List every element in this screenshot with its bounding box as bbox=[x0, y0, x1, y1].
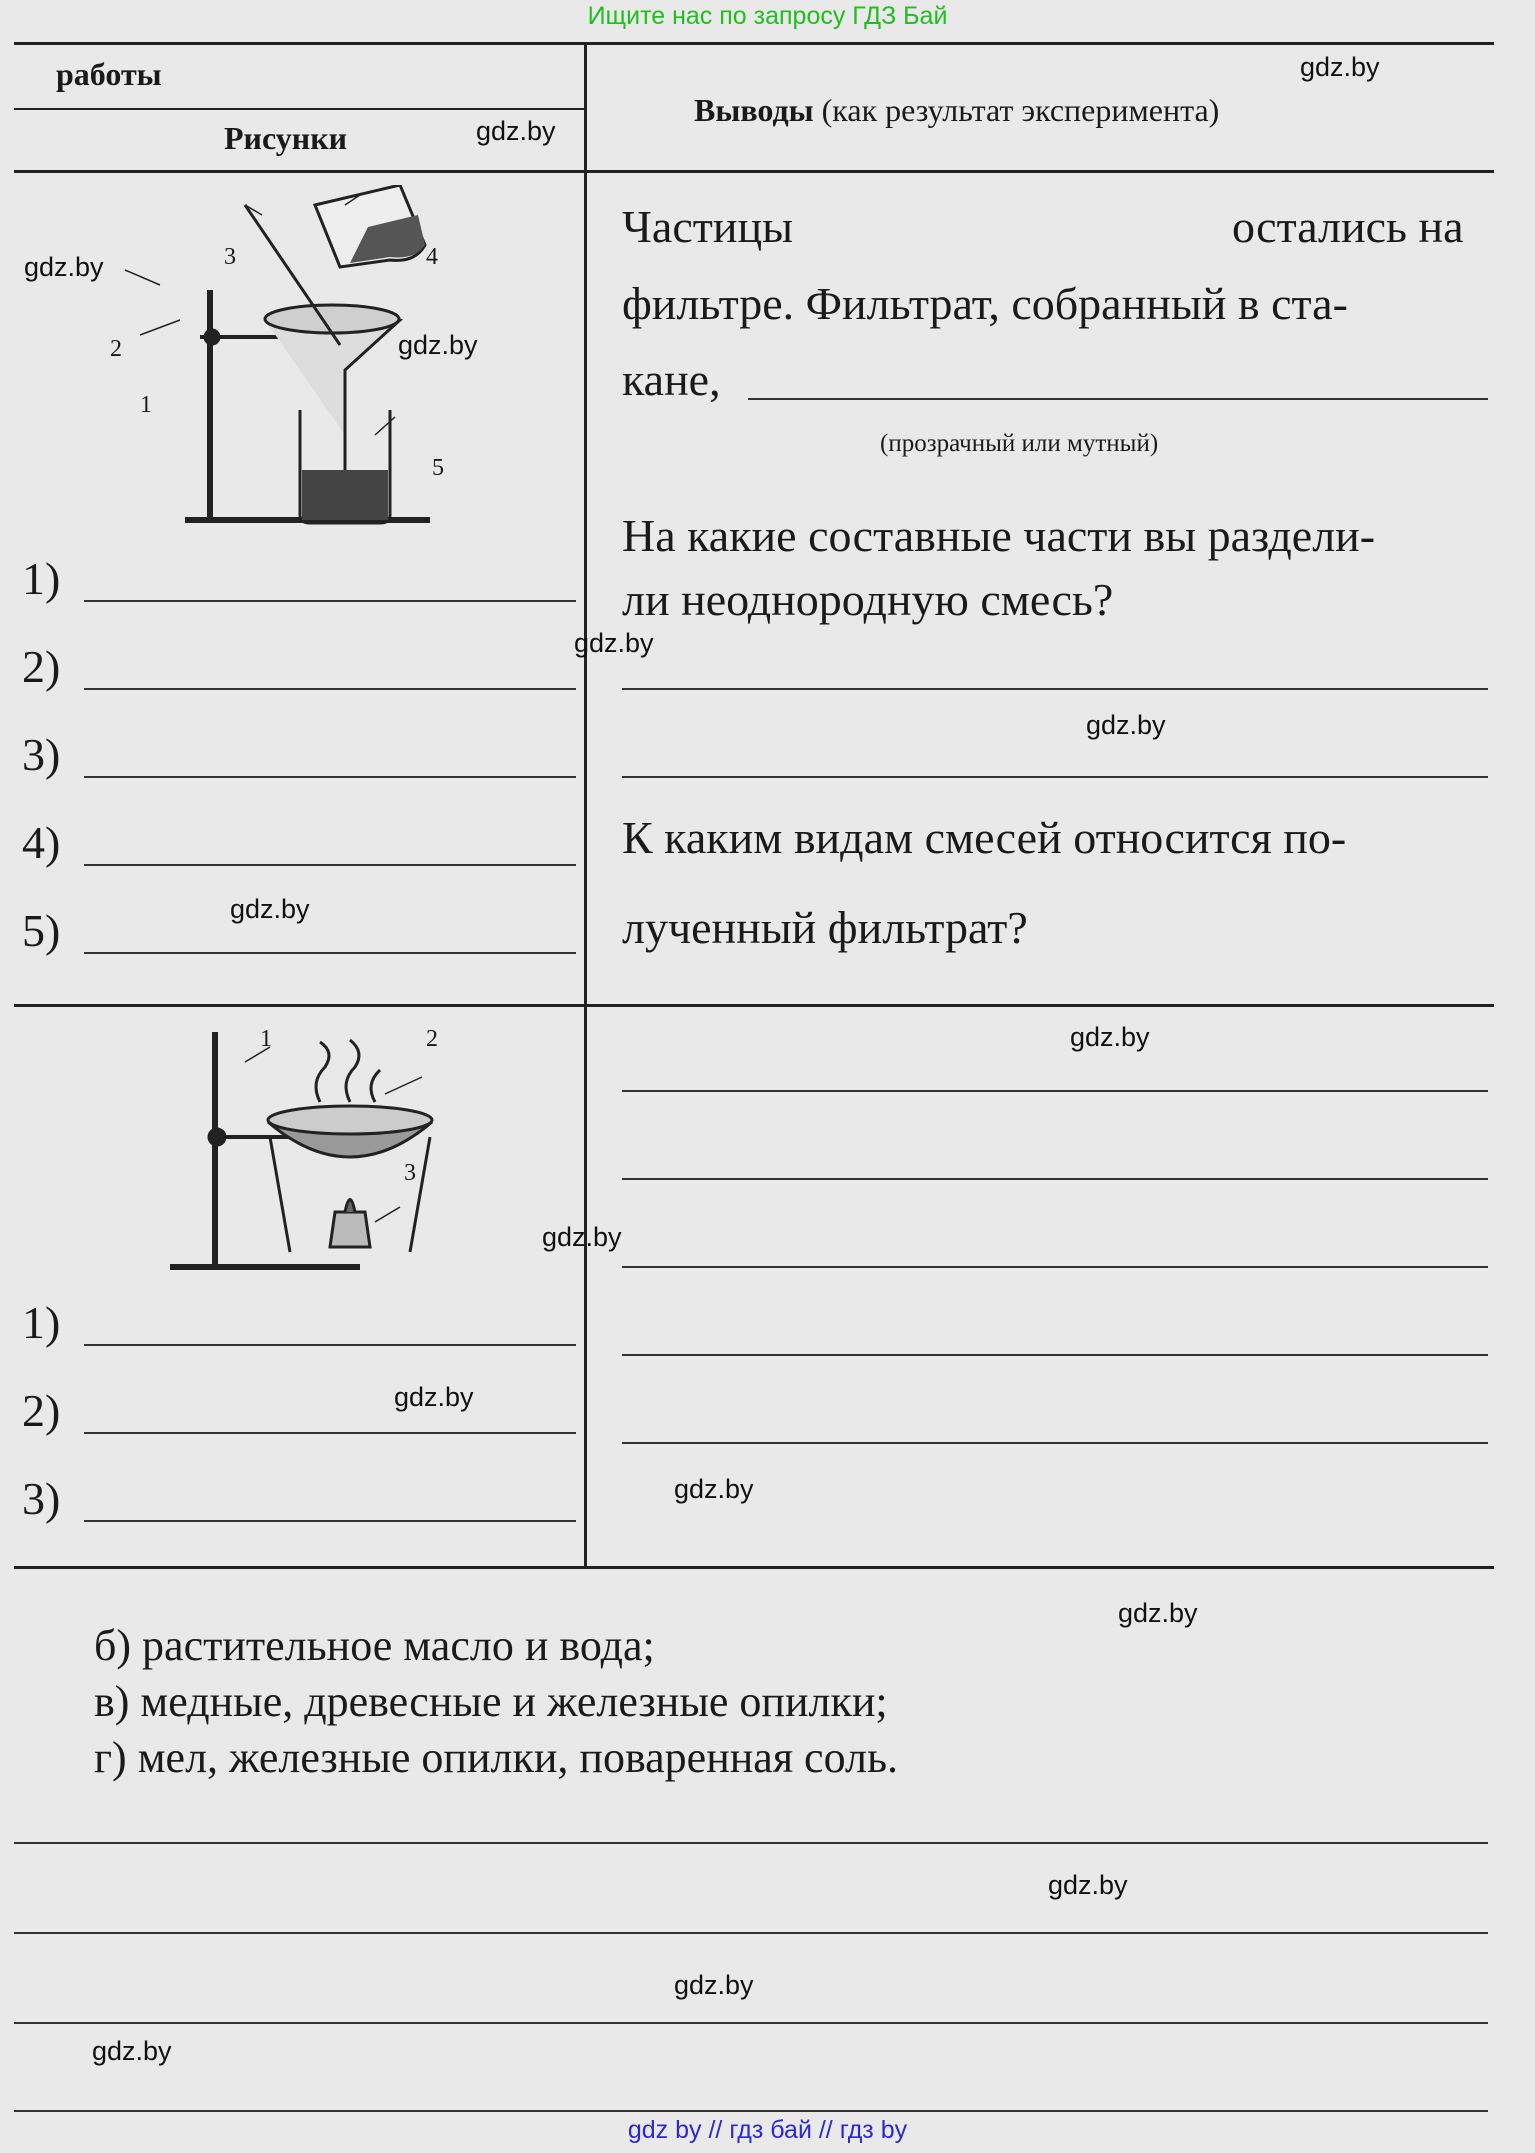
watermark-15: gdz.by bbox=[92, 2036, 172, 2066]
conclusion-remained: остались на bbox=[1232, 201, 1464, 252]
answer2-right-line-1[interactable] bbox=[622, 1090, 1488, 1092]
answer2-number-1: 1) bbox=[22, 1297, 61, 1348]
answer2-right-line-4[interactable] bbox=[622, 1354, 1488, 1356]
question-components-1: На какие составные части вы раздели- bbox=[622, 510, 1376, 561]
figure1-label-3: 3 bbox=[224, 244, 236, 270]
col1-header-work: работы bbox=[56, 56, 162, 92]
answer1-line-1[interactable] bbox=[84, 600, 576, 602]
table-column-divider bbox=[584, 42, 587, 1568]
answer1-number-3: 3) bbox=[22, 729, 61, 780]
answer-bottom-line-4[interactable] bbox=[14, 2110, 1488, 2112]
col2-header-bold: Выводы bbox=[694, 92, 814, 128]
answer-filtrate-line[interactable] bbox=[748, 398, 1488, 400]
watermark-3: gdz.by bbox=[24, 252, 104, 282]
watermark-7: gdz.by bbox=[230, 894, 310, 924]
answer-bottom-line-3[interactable] bbox=[14, 2022, 1488, 2024]
table-row-divider bbox=[14, 1004, 1494, 1007]
figure2-label-3: 3 bbox=[404, 1160, 416, 1186]
table-header-bottom bbox=[14, 170, 1494, 173]
watermark-10: gdz.by bbox=[394, 1382, 474, 1412]
answer1-line-3[interactable] bbox=[84, 776, 576, 778]
question-components-2: ли неоднородную смесь? bbox=[622, 574, 1114, 625]
conclusion-particles: Частицы bbox=[622, 201, 793, 252]
figure1-label-2: 2 bbox=[110, 336, 122, 362]
answer1-number-2: 2) bbox=[22, 641, 61, 692]
watermark-9: gdz.by bbox=[542, 1222, 622, 1252]
answer2-line-2[interactable] bbox=[84, 1432, 576, 1434]
conclusion-beaker: кане, bbox=[622, 354, 721, 405]
answer2-number-2: 2) bbox=[22, 1385, 61, 1436]
mixture-item-v: в) медные, древесные и железные опилки; bbox=[94, 1677, 888, 1726]
answer-bottom-line-2[interactable] bbox=[14, 1932, 1488, 1934]
watermark-4: gdz.by bbox=[398, 330, 478, 360]
watermark-1: gdz.by bbox=[1300, 52, 1380, 82]
figure1-label-1: 1 bbox=[140, 392, 152, 418]
watermark-6: gdz.by bbox=[1086, 710, 1166, 740]
watermark-5: gdz.by bbox=[574, 628, 654, 658]
bottom-banner[interactable]: gdz by // гдз бай // гдз by bbox=[627, 2116, 908, 2144]
watermark-12: gdz.by bbox=[1118, 1598, 1198, 1628]
answer1-number-4: 4) bbox=[22, 817, 61, 868]
col2-header bbox=[694, 92, 1219, 129]
watermark-2: gdz.by bbox=[476, 116, 556, 146]
answer1-number-5: 5) bbox=[22, 905, 61, 956]
evaporation-apparatus-figure bbox=[160, 1022, 460, 1282]
col1-header-figures: Рисунки bbox=[224, 120, 348, 156]
answer1-number-1: 1) bbox=[22, 553, 61, 604]
answer2-right-line-3[interactable] bbox=[622, 1266, 1488, 1268]
answer2-right-line-5[interactable] bbox=[622, 1442, 1488, 1444]
answer1-line-4[interactable] bbox=[84, 864, 576, 866]
answer2-line-3[interactable] bbox=[84, 1520, 576, 1522]
mixture-item-g: г) мел, железные опилки, поваренная соль. bbox=[94, 1733, 899, 1782]
watermark-13: gdz.by bbox=[1048, 1870, 1128, 1900]
col2-header-rest: (как результат эксперимента) bbox=[813, 92, 1220, 128]
question-mixture-type-1: К каким видам смесей относится по- bbox=[622, 812, 1347, 863]
figure1-label-4: 4 bbox=[426, 244, 438, 270]
table-top-border bbox=[14, 42, 1494, 45]
mixture-item-b: б) растительное масло и вода; bbox=[94, 1621, 655, 1670]
top-banner[interactable]: Ищите нас по запросу ГДЗ Бай bbox=[587, 2, 948, 30]
answer1-line-5[interactable] bbox=[84, 952, 576, 954]
table-bottom-border bbox=[14, 1566, 1494, 1569]
answer-components-line-2[interactable] bbox=[622, 776, 1488, 778]
figure1-label-5: 5 bbox=[432, 455, 444, 481]
question-mixture-type-2: лученный фильтрат? bbox=[622, 902, 1028, 953]
answer-bottom-line-1[interactable] bbox=[14, 1842, 1488, 1844]
conclusion-filter: фильтре. Фильтрат, собранный в ста- bbox=[622, 278, 1348, 329]
answer-components-line-1[interactable] bbox=[622, 688, 1488, 690]
watermark-14: gdz.by bbox=[674, 1970, 754, 2000]
watermark-11: gdz.by bbox=[674, 1474, 754, 1504]
answer2-line-1[interactable] bbox=[84, 1344, 576, 1346]
hint-clear-or-turbid: (прозрачный или мутный) bbox=[880, 430, 1159, 457]
answer2-right-line-2[interactable] bbox=[622, 1178, 1488, 1180]
answer1-line-2[interactable] bbox=[84, 688, 576, 690]
answer2-number-3: 3) bbox=[22, 1473, 61, 1524]
table-header-divider bbox=[14, 108, 584, 110]
figure2-label-2: 2 bbox=[426, 1026, 438, 1052]
watermark-8: gdz.by bbox=[1070, 1022, 1150, 1052]
figure2-label-1: 1 bbox=[260, 1026, 272, 1052]
